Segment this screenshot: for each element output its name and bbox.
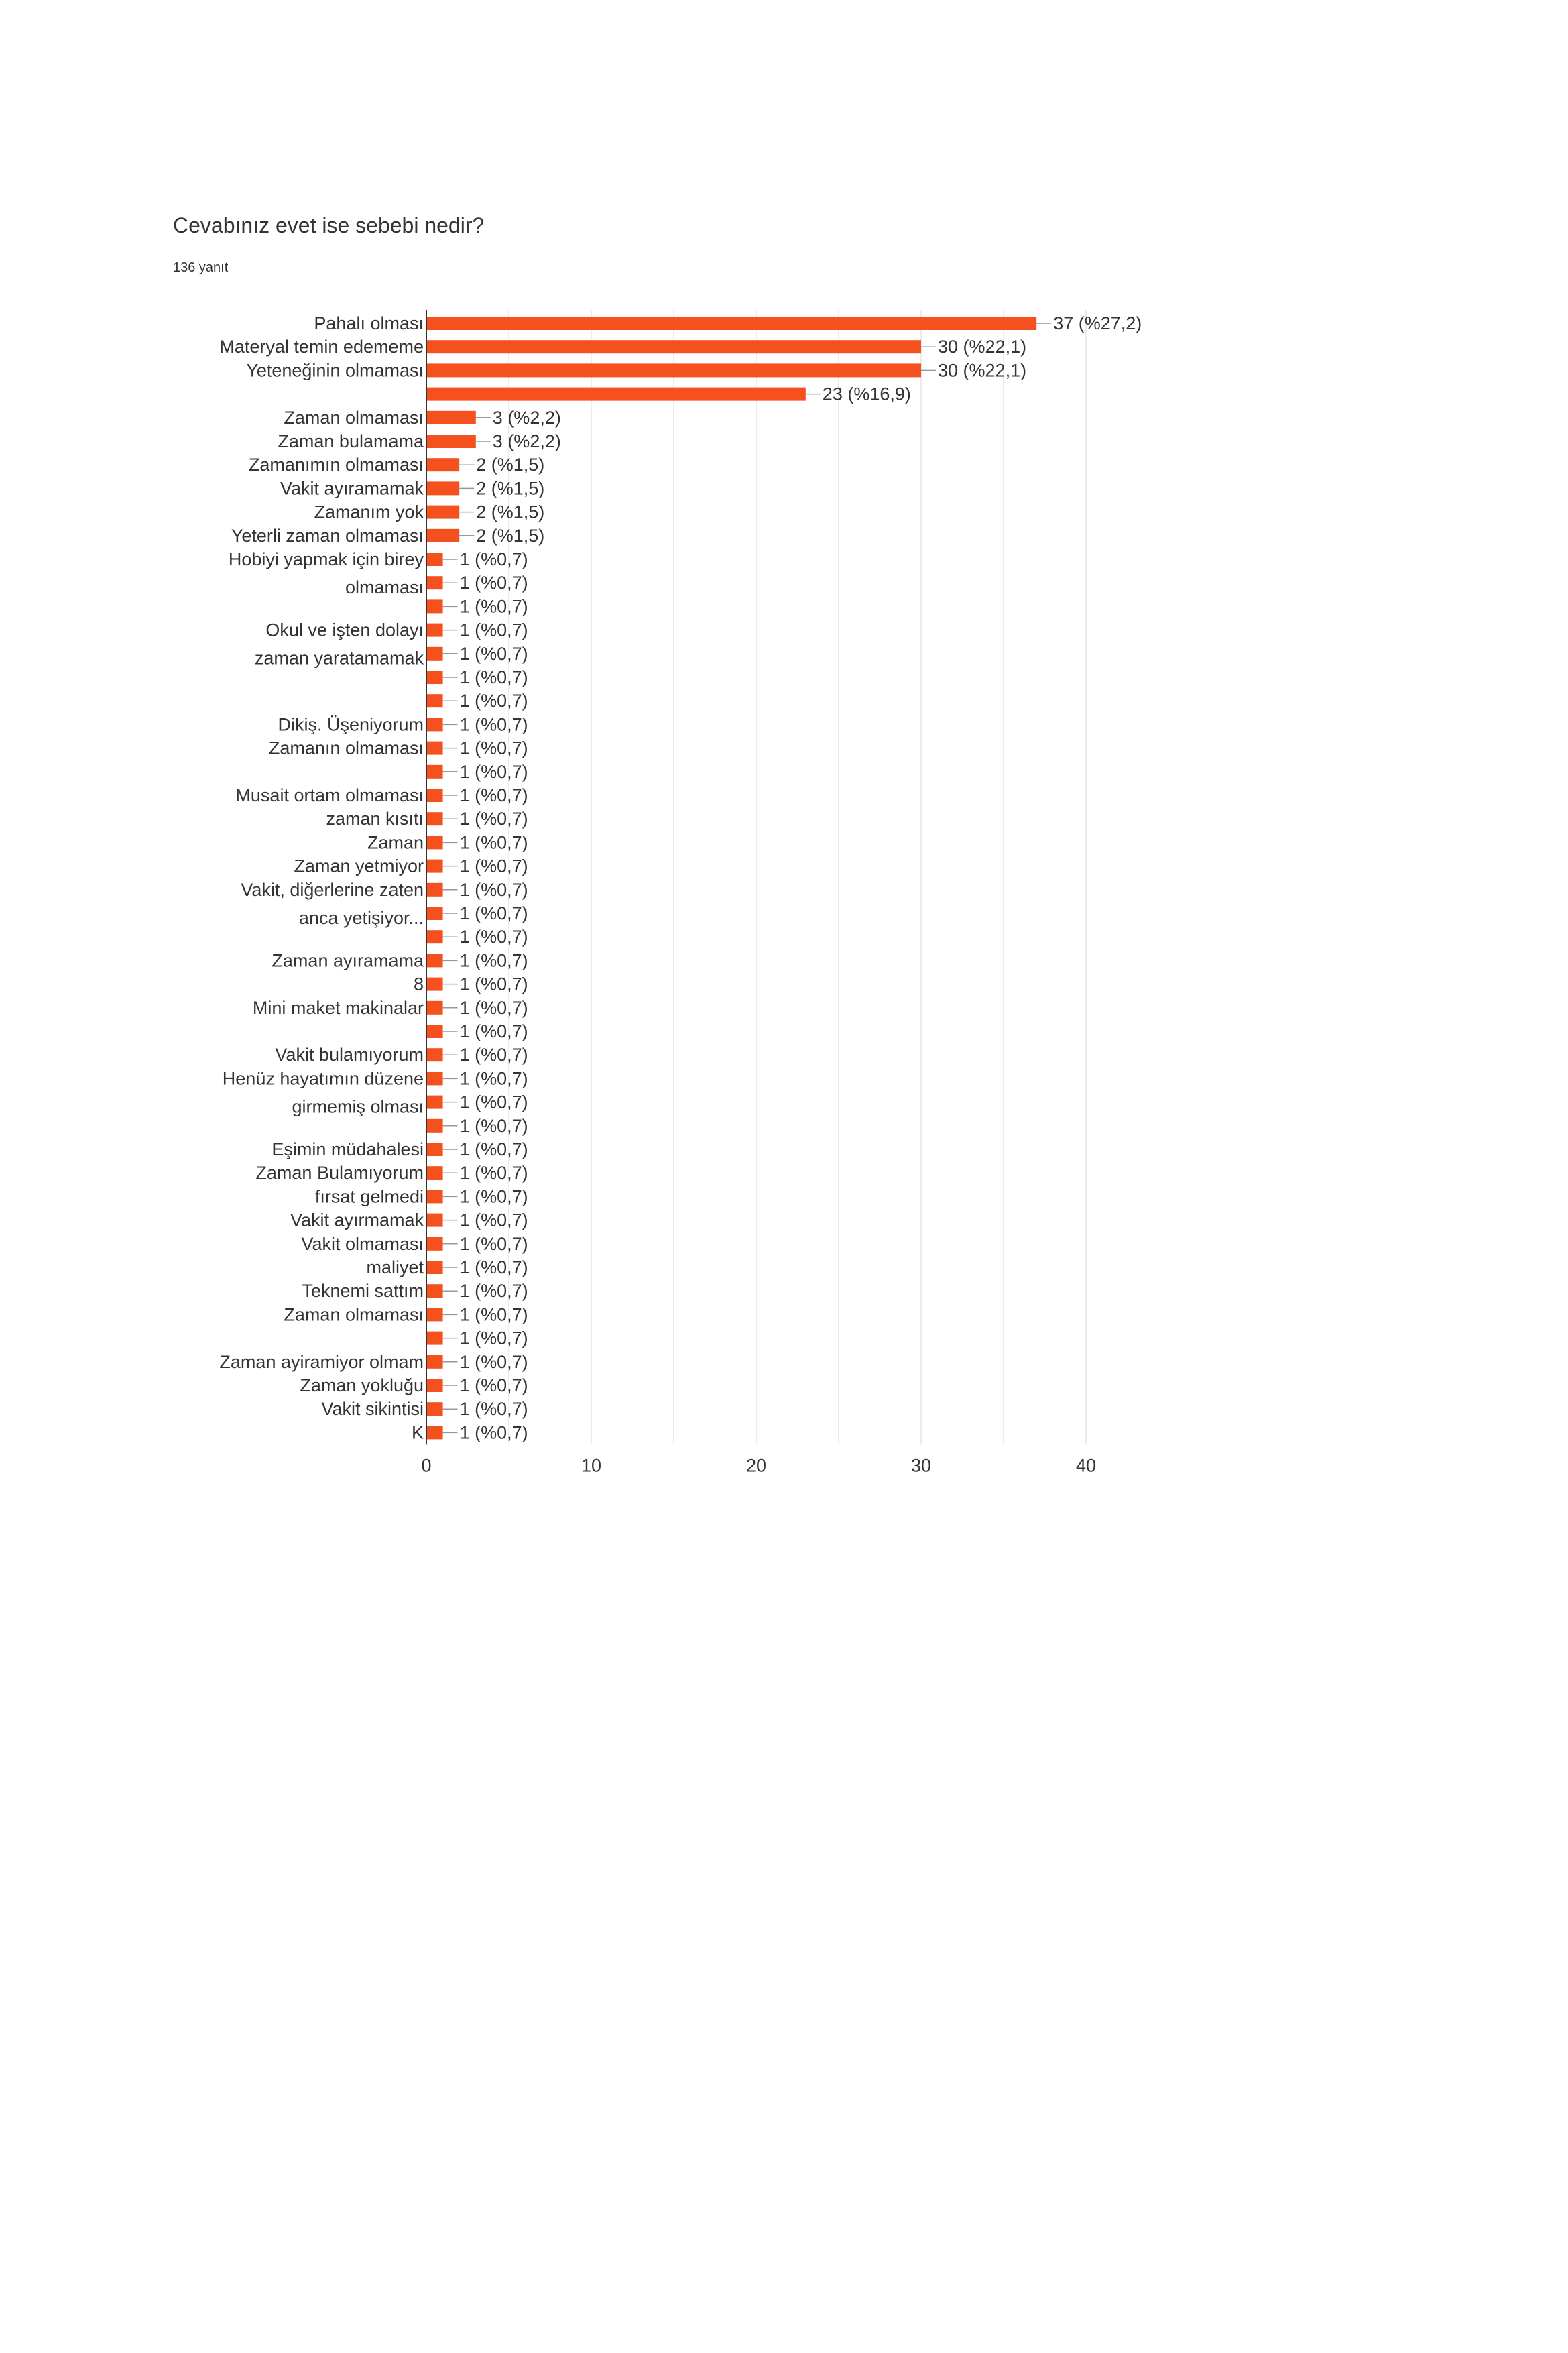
value-label: 1 (%0,7) <box>459 1115 528 1136</box>
category-label: Zaman Bulamıyorum <box>255 1163 424 1184</box>
bar <box>426 694 443 707</box>
value-label: 1 (%0,7) <box>459 1021 528 1041</box>
value-label: 1 (%0,7) <box>459 643 528 664</box>
category-label: Zaman olmaması <box>284 1304 424 1325</box>
bar <box>426 954 443 967</box>
value-label: 1 (%0,7) <box>459 1092 528 1112</box>
value-label: 1 (%0,7) <box>459 1281 528 1302</box>
bar <box>426 1379 443 1392</box>
value-label: 37 (%27,2) <box>1053 313 1142 333</box>
category-label: fırsat gelmedi <box>314 1186 424 1207</box>
bar <box>426 1284 443 1298</box>
category-label: Dikiş. Üşeniyorum <box>278 714 424 735</box>
value-label: 30 (%22,1) <box>938 337 1027 357</box>
category-label: Zaman ayiramiyor olmam <box>219 1351 424 1372</box>
category-label: Vakit, diğerlerine zaten <box>241 879 424 900</box>
bar <box>426 1308 443 1321</box>
category-label: Eşimin müdahalesi <box>272 1139 424 1159</box>
value-label: 1 (%0,7) <box>459 596 528 617</box>
value-label: 1 (%0,7) <box>459 1257 528 1277</box>
value-label: 1 (%0,7) <box>459 974 528 994</box>
bar <box>426 506 459 519</box>
category-label: 8 <box>413 974 424 994</box>
value-label: 1 (%0,7) <box>459 1422 528 1443</box>
category-label: Zamanım yok <box>314 502 424 522</box>
category-label: Vakit bulamıyorum <box>275 1045 424 1066</box>
bar <box>426 1426 443 1439</box>
category-labels <box>219 313 424 1442</box>
grid-lines <box>509 310 1086 1444</box>
bar <box>426 1001 443 1015</box>
category-label: girmemiş olması <box>292 1096 424 1117</box>
category-label: Zaman ayıramama <box>272 950 424 971</box>
value-label: 1 (%0,7) <box>459 620 528 640</box>
value-label: 1 (%0,7) <box>459 809 528 829</box>
bar <box>426 363 921 377</box>
bar <box>426 435 476 448</box>
category-label: anca yetişiyor... <box>298 907 424 928</box>
bar <box>426 1119 443 1133</box>
value-label: 1 (%0,7) <box>459 738 528 758</box>
bar <box>426 978 443 991</box>
category-label: Pahalı olması <box>314 313 424 333</box>
value-label: 2 (%1,5) <box>476 502 545 522</box>
bar <box>426 1072 443 1085</box>
value-label: 1 (%0,7) <box>459 879 528 900</box>
category-label: maliyet <box>366 1257 424 1277</box>
bar <box>426 860 443 873</box>
bar <box>426 529 459 542</box>
category-label: Zaman bulamama <box>278 431 424 451</box>
value-label: 1 (%0,7) <box>459 950 528 971</box>
category-label: Henüz hayatımın düzene <box>222 1068 424 1089</box>
bar <box>426 1237 443 1251</box>
value-label: 1 (%0,7) <box>459 1186 528 1207</box>
value-label: 1 (%0,7) <box>459 573 528 593</box>
value-label: 1 (%0,7) <box>459 1163 528 1184</box>
value-label: 2 (%1,5) <box>476 478 545 499</box>
category-label: Yeterli zaman olmaması <box>231 525 424 546</box>
x-tick-label: 30 <box>910 1455 932 1476</box>
value-label: 1 (%0,7) <box>459 1210 528 1230</box>
value-label: 1 (%0,7) <box>459 1328 528 1348</box>
category-label: Vakit ayırmamak <box>290 1210 424 1230</box>
bar <box>426 1166 443 1180</box>
x-tick-label: 20 <box>745 1455 767 1476</box>
bar <box>426 930 443 943</box>
category-label: Zaman yokluğu <box>300 1375 424 1395</box>
bar <box>426 458 459 471</box>
category-label: Yeteneğinin olmaması <box>246 360 424 381</box>
bar <box>426 1355 443 1369</box>
x-tick-label: 0 <box>421 1455 432 1476</box>
bar <box>426 907 443 920</box>
category-label: zaman kısıtı <box>326 809 424 829</box>
bar <box>426 1025 443 1038</box>
value-label: 1 (%0,7) <box>459 761 528 782</box>
bar <box>426 1261 443 1274</box>
x-tick-label: 10 <box>581 1455 602 1476</box>
bar <box>426 647 443 661</box>
value-label: 1 (%0,7) <box>459 927 528 948</box>
value-labels <box>443 313 1142 1442</box>
bar <box>426 599 443 613</box>
value-label: 1 (%0,7) <box>459 1375 528 1395</box>
value-label: 23 (%16,9) <box>822 384 911 404</box>
bar <box>426 340 921 353</box>
value-label: 1 (%0,7) <box>459 714 528 735</box>
value-label: 3 (%2,2) <box>492 407 561 428</box>
category-label: Vakit sikintisi <box>321 1399 424 1420</box>
value-label: 1 (%0,7) <box>459 691 528 711</box>
value-label: 1 (%0,7) <box>459 1139 528 1159</box>
value-label: 1 (%0,7) <box>459 1068 528 1089</box>
bar <box>426 1402 443 1416</box>
category-label: Teknemi sattım <box>302 1281 424 1302</box>
bar <box>426 388 806 401</box>
value-label: 1 (%0,7) <box>459 856 528 876</box>
bar <box>426 1143 443 1156</box>
bar <box>426 765 443 779</box>
bar <box>426 411 476 424</box>
value-label: 1 (%0,7) <box>459 832 528 853</box>
category-label: olmaması <box>345 577 424 597</box>
bar <box>426 671 443 684</box>
bar <box>426 317 1036 330</box>
category-label: Materyal temin edememe <box>219 337 424 357</box>
category-label: Hobiyi yapmak için birey <box>228 549 424 569</box>
value-label: 30 (%22,1) <box>938 360 1027 381</box>
bar <box>426 836 443 849</box>
category-label: Zamanımın olmaması <box>248 455 424 475</box>
value-label: 1 (%0,7) <box>459 903 528 923</box>
category-label: Musait ortam olmaması <box>235 785 424 805</box>
bar <box>426 812 443 825</box>
chart-title: Cevabınız evet ise sebebi nedir? <box>173 213 485 237</box>
bar <box>426 883 443 897</box>
x-tick-label: 40 <box>1075 1455 1097 1476</box>
value-label: 1 (%0,7) <box>459 1233 528 1254</box>
bar <box>426 481 459 495</box>
category-label: Mini maket makinalar <box>252 997 424 1018</box>
bar <box>426 553 443 566</box>
value-label: 2 (%1,5) <box>476 525 545 546</box>
value-label: 1 (%0,7) <box>459 1304 528 1325</box>
bar <box>426 1096 443 1109</box>
value-label: 1 (%0,7) <box>459 549 528 569</box>
bar <box>426 576 443 589</box>
bar <box>426 718 443 731</box>
bar <box>426 624 443 637</box>
category-label: Okul ve işten dolayı <box>265 620 424 640</box>
value-label: 1 (%0,7) <box>459 1399 528 1420</box>
category-label: Zaman <box>367 832 424 853</box>
x-axis-ticks <box>421 1455 1096 1475</box>
category-label: Zamanın olmaması <box>268 738 424 758</box>
bar <box>426 1048 443 1061</box>
bar <box>426 1190 443 1203</box>
value-label: 1 (%0,7) <box>459 667 528 687</box>
value-label: 1 (%0,7) <box>459 1045 528 1066</box>
value-label: 3 (%2,2) <box>492 431 561 451</box>
value-label: 1 (%0,7) <box>459 1351 528 1372</box>
category-label: Vakit ayıramamak <box>280 478 424 499</box>
value-label: 1 (%0,7) <box>459 785 528 805</box>
category-label: Zaman olmaması <box>284 407 424 428</box>
bar <box>426 1332 443 1345</box>
value-label: 2 (%1,5) <box>476 455 545 475</box>
chart-subtitle: 136 yanıt <box>173 260 229 275</box>
category-label: Zaman yetmiyor <box>294 856 424 876</box>
category-label: zaman yaratamamak <box>254 648 424 669</box>
value-label: 1 (%0,7) <box>459 997 528 1018</box>
bar <box>426 742 443 755</box>
category-label: Vakit olmaması <box>301 1233 424 1254</box>
category-label: K <box>411 1422 424 1443</box>
bar <box>426 789 443 802</box>
bar <box>426 1214 443 1227</box>
